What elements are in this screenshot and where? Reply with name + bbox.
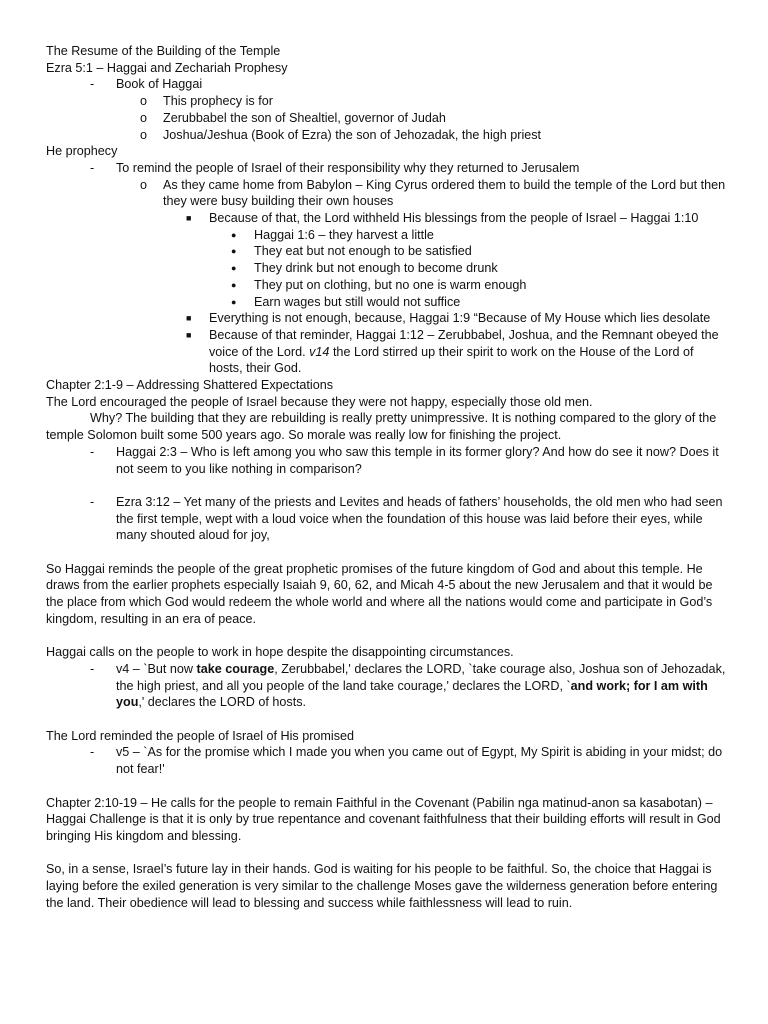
list-item [46,661,726,711]
list-item [46,210,726,227]
list-item-text [209,327,726,377]
list-item-text: Everything is not enough, because, Haggai 1:9 “Because of My House which lies desolate [209,311,711,326]
verse-text: , Zerubbabel,' declares the LORD, `take courage also, Joshua son of Jehozadak, the high priest, and all you people of the land take courage,' declares the LORD, ` [116,661,726,693]
paragraph: Haggai calls on the people to work in hope despite the disappointing circumstances. [46,645,514,660]
dot-bullet-icon: ● [231,279,237,290]
paragraph: Chapter 2:10-19 – He calls for the people to remain Faithful in the Covenant (Pabilin nga matinud-anon sa kasabotan) – Haggai Challenge is that it is only by true repentance and covenant faithfulness that their building efforts will result in God bringing His kingdom and blessing. [46,795,721,843]
list-item [46,110,726,127]
chapter-2-1-9-heading: Chapter 2:1-9 – Addressing Shattered Expectations [46,378,334,393]
list-item [46,744,726,777]
paragraph: So Haggai reminds the people of the great prophetic promises of the future kingdom of God and about this temple. He draws from the earlier prophets especially Isaiah 9, 60, 62, and Micah 4-5 about the new Jerusalem and that it would be the place from which God would redeem the whole world and where all the nations would come and participate in God’s kingdom, resulting in an era of peace. [46,561,713,626]
list-item [46,93,726,110]
reminder-text: Because of that reminder, Haggai 1:12 – Zerubbabel, Joshua, and the Remnant obeyed the voice of the Lord. [209,327,719,359]
verse-ref: v14 [309,344,330,359]
list-item-text: Joshua/Jeshua (Book of Ezra) the son of Jehozadak, the high priest [163,127,542,142]
verse-emphasis: and work; for I am with you [116,678,708,710]
list-item-text [116,661,726,711]
square-bullet-icon: ■ [186,213,192,224]
list-item-text: Zerubbabel the son of Shealtiel, governor of Judah [163,110,446,125]
verse-text: ,' declares the LORD of hosts. [138,695,306,710]
list-item [46,260,726,277]
list-item [46,243,726,260]
list-item-text: As they came home from Babylon – King Cyrus ordered them to build the temple of the Lord but then they were busy building their own houses [163,177,726,209]
list-item-text: Haggai 1:6 – they harvest a little [254,227,434,242]
list-item [46,127,726,144]
dot-bullet-icon: ● [231,229,237,240]
paragraph: Why? The building that they are rebuilding is really pretty unimpressive. It is nothing compared to the glory of the temple Solomon built some 500 years ago. So morale was really low for finishing the project. [46,411,717,443]
list-item-text: Haggai 2:3 – Who is left among you who saw this temple in its former glory? And how do see it now? Does it not seem to you like nothing in comparison? [116,444,719,476]
reminder-text-cont: the Lord stirred up their spirit to work on the House of the Lord of hosts, their God. [209,344,694,376]
list-item [46,444,726,477]
circle-marker: o [140,177,148,192]
dash-marker: - [90,444,95,459]
list-item-text: Because of that, the Lord withheld His blessings from the people of Israel – Haggai 1:10 [209,211,699,226]
dot-bullet-icon: ● [231,246,237,257]
circle-marker: o [140,110,148,125]
list-item-text: They put on clothing, but no one is warm enough [254,277,527,292]
list-item-text: This prophecy is for [163,94,273,109]
list-item [46,227,726,244]
square-bullet-icon: ■ [186,313,192,324]
list-item-text: v5 – `As for the promise which I made you when you came out of Egypt, My Spirit is abiding in your midst; do not fear!' [116,745,723,777]
list-item [46,277,726,294]
paragraph: The Lord reminded the people of Israel of His promised [46,728,355,743]
circle-marker: o [140,127,148,142]
dash-marker: - [90,77,95,92]
list-item [46,76,726,93]
he-prophecy-label: He prophecy [46,144,118,159]
dash-marker: - [90,160,95,175]
verse-emphasis: take courage [196,661,275,676]
list-item [46,294,726,311]
list-item-text: To remind the people of Israel of their responsibility why they returned to Jerusalem [116,160,580,175]
list-item-text: They drink but not enough to become drunk [254,261,498,276]
paragraph: So, in a sense, Israel’s future lay in their hands. God is waiting for his people to be faithful. So, the choice that Haggai is laying before the exiled generation is very similar to the challenge Moses gave the wilderness generation before entering the land. Their obedience will lead to blessing and success while faithlessness will lead to ruin. [46,862,718,910]
list-item [46,310,726,327]
document-body [46,43,726,911]
list-item [46,160,726,177]
list-item [46,177,726,210]
book-of-haggai-label: Book of Haggai [116,77,203,92]
dash-marker: - [90,661,95,676]
circle-marker: o [140,94,148,109]
square-bullet-icon: ■ [186,329,192,340]
list-item-text: Ezra 3:12 – Yet many of the priests and Levites and heads of fathers’ households, the old men who had seen the first temple, wept with a loud voice when the foundation of this house was laid before their eyes, while many shouted aloud for joy, [116,494,723,543]
paragraph: The Lord encouraged the people of Israel because they were not happy, especially those old men. [46,394,593,409]
ezra-heading: Ezra 5:1 – Haggai and Zechariah Prophesy [46,60,288,75]
dash-marker: - [90,494,95,509]
list-item [46,327,726,377]
dot-bullet-icon: ● [231,263,237,274]
list-item-text: Earn wages but still would not suffice [254,294,461,309]
dot-bullet-icon: ● [231,296,237,307]
verse-text: v4 – `But now [116,661,197,676]
list-item [46,494,726,544]
document-title: The Resume of the Building of the Temple [46,44,281,58]
dash-marker: - [90,745,95,760]
list-item-text: They eat but not enough to be satisfied [254,244,472,259]
